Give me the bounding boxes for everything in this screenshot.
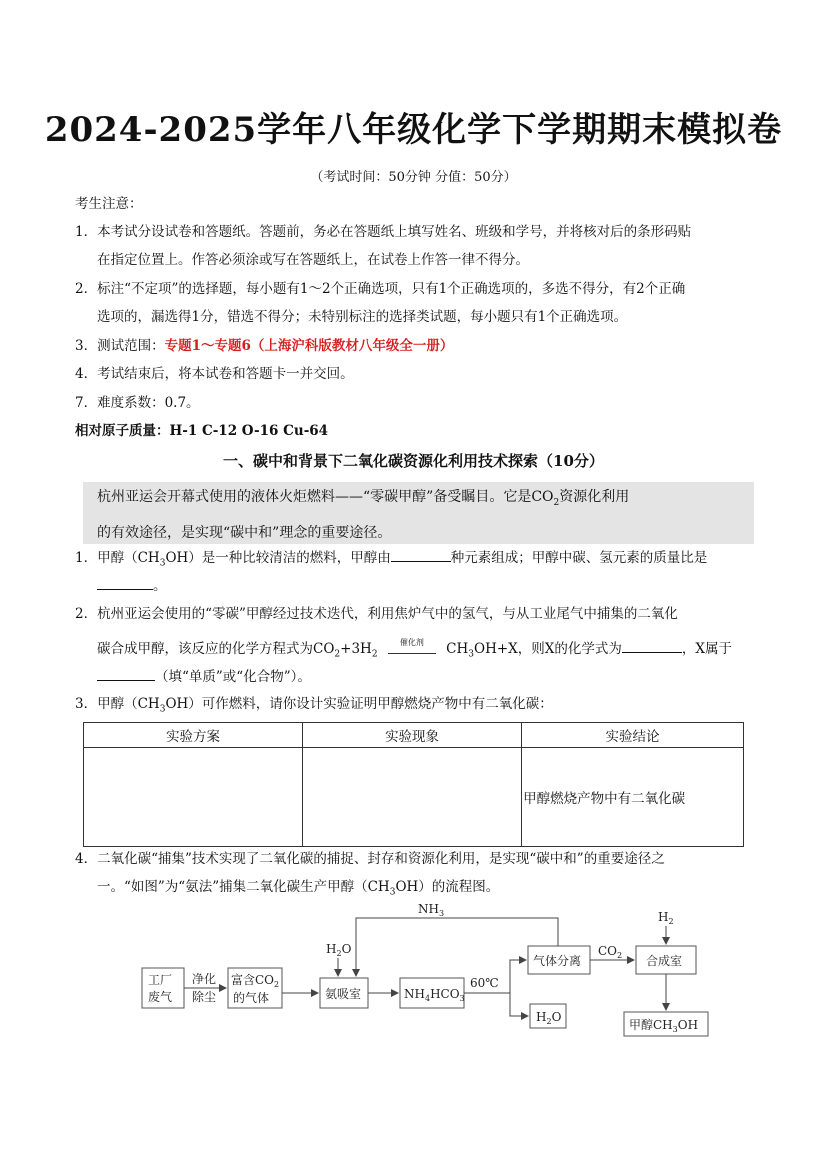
co2-gas-text: 富含CO — [231, 973, 275, 987]
co2-gas-sub: 2 — [274, 980, 280, 989]
q3-text-b: OH）可作燃料，请你设计实验证明甲醇燃烧产物中有二氧化碳： — [165, 696, 553, 712]
notice-item-7: 7．难度系数：0.7。 — [75, 395, 200, 411]
q1-sub: 3 — [159, 558, 166, 569]
q2-text-b: +3H — [340, 641, 372, 657]
q2-text-f: （填“单质”或“化合物”）。 — [155, 669, 311, 685]
notice-item-1: 1．本考试分设试卷和答题纸。答题前，务必在答题纸上填写姓名、班级和学号，并将核对后的条形码贴 — [75, 224, 692, 240]
h2-label — [658, 910, 674, 926]
q3-sub: 3 — [159, 704, 166, 715]
nh3-label — [418, 902, 444, 918]
nh4hco3-sub4: 4 — [424, 994, 431, 1003]
water-in-label — [326, 942, 352, 958]
nh3-sub: 3 — [438, 909, 445, 918]
scope-value: 专题1～专题6（上海沪科版教材八年级全一册） — [164, 338, 454, 354]
header-conclusion: 实验结论 — [522, 723, 744, 748]
co2-gas-label-1 — [231, 972, 279, 989]
notice-item-4: 4．考试结束后，将本试卷和答题卡一并交回。 — [75, 366, 354, 382]
h2-sub: 2 — [668, 917, 674, 926]
passage-sub: 2 — [553, 497, 560, 508]
header-phenomenon: 实验现象 — [303, 723, 522, 748]
water-in-sub: 2 — [336, 949, 342, 958]
q2-text-d: OH+X，则X的化学式为 — [474, 641, 622, 657]
section-heading: 一、碳中和背景下二氧化碳资源化利用技术探索（10分） — [223, 452, 604, 470]
catalyst-label: 催化剂 — [399, 638, 424, 647]
water-out-h: H — [536, 1010, 547, 1024]
page-title: 2024-2025学年八年级化学下学期期末模拟卷 — [44, 110, 783, 150]
passage-line-1-end: 资源化利用 — [559, 489, 630, 505]
nh4hco3-sub3: 3 — [459, 994, 465, 1003]
q2-text-e: ，X属于 — [681, 641, 732, 657]
cell-conclusion: 甲醇燃烧产物中有二氧化碳 — [522, 748, 744, 847]
exam-info: （考试时间：50分钟 分值：50分） — [310, 170, 517, 185]
arrow-to-water-out — [510, 993, 528, 1016]
q4-text-b: OH）的流程图。 — [395, 879, 500, 895]
q3-text-a: 3．甲醇（CH — [75, 696, 160, 712]
water-out-label — [536, 1010, 562, 1026]
nh3-text: NH — [418, 902, 439, 916]
notice-heading: 考生注意： — [75, 196, 143, 212]
temperature-label: 60℃ — [470, 976, 499, 990]
water-out-sub: 2 — [546, 1017, 552, 1026]
co2-label — [598, 944, 622, 960]
header-plan: 实验方案 — [84, 723, 303, 748]
notice-item-2-cont: 选项的，漏选得1分，错选不得分；未特别标注的选择类试题，每小题只有1个正确选项。 — [97, 309, 628, 325]
co2-text: CO — [598, 944, 618, 958]
co2-gas-label-2: 的气体 — [233, 991, 270, 1005]
co2-sub: 2 — [617, 951, 623, 960]
nh4hco3-label — [404, 987, 465, 1003]
q4-text-a: 一。“如图”为“氨法”捕集二氧化碳生产甲醇（CH — [97, 879, 390, 895]
q4-sub: 3 — [389, 887, 396, 898]
purify-label-1: 净化 — [192, 972, 217, 986]
methanol-text: 甲醇CH — [629, 1018, 673, 1032]
passage-line-2: 的有效途径，是实现“碳中和”理念的重要途径。 — [97, 524, 392, 541]
nh4hco3-hco: HCO — [430, 987, 460, 1001]
nh4hco3-nh: NH — [404, 987, 425, 1001]
question-4: 4．二氧化碳“捕集”技术实现了二氧化碳的捕捉、封存和资源化利用，是实现“碳中和”的重要途径之 — [75, 851, 665, 867]
q1-text-a: 1．甲醇（CH — [75, 550, 160, 566]
question-2: 2．杭州亚运会使用的“零碳”甲醇经过技术迭代，利用焦炉气中的氢气，与从工业尾气中捕集的二氧化 — [75, 606, 678, 622]
q2-sub-h2: 2 — [371, 649, 378, 660]
purify-label-2: 除尘 — [192, 990, 217, 1004]
q2-sub-co2: 2 — [334, 649, 341, 660]
passage-line-1: 杭州亚运会开幕式使用的液体火炬燃料——“零碳甲醇”备受瞩目。它是CO — [97, 489, 554, 505]
methanol-label — [629, 1017, 698, 1034]
atomic-mass: 相对原子质量：H-1 C-12 O-16 Cu-64 — [75, 423, 329, 439]
factory-label-2: 废气 — [148, 990, 173, 1004]
water-in-h: H — [326, 942, 337, 956]
h2-text: H — [658, 910, 669, 924]
water-in-o: O — [341, 942, 352, 956]
methanol-sub: 3 — [672, 1025, 678, 1034]
q1-text-c: 种元素组成；甲醇中碳、氢元素的质量比是 — [450, 550, 708, 566]
absorber-label: 氨吸室 — [325, 987, 362, 1001]
q1-text-b: OH）是一种比较清洁的燃料，甲醇由 — [165, 550, 391, 566]
notice-item-2: 2．标注“不定项”的选择题，每小题有1～2个正确选项，只有1个正确选项的，多选不得分，有2个正确 — [75, 281, 686, 297]
q2-text-c: CH — [446, 641, 469, 657]
q2-text-a: 碳合成甲醇，该反应的化学方程式为CO — [97, 641, 335, 657]
separator-label: 气体分离 — [533, 954, 582, 968]
water-out-o: O — [551, 1010, 562, 1024]
q2-sub-ch3: 3 — [468, 649, 474, 660]
notice-item-1-cont: 在指定位置上。作答必须涂或写在答题纸上，在试卷上作答一律不得分。 — [97, 252, 529, 268]
q1-text-d: 。 — [153, 578, 167, 594]
synthesis-label: 合成室 — [646, 954, 683, 968]
methanol-oh: OH — [677, 1018, 699, 1032]
factory-label-1: 工厂 — [148, 973, 173, 987]
scope-label: 3．测试范围： — [75, 338, 165, 354]
